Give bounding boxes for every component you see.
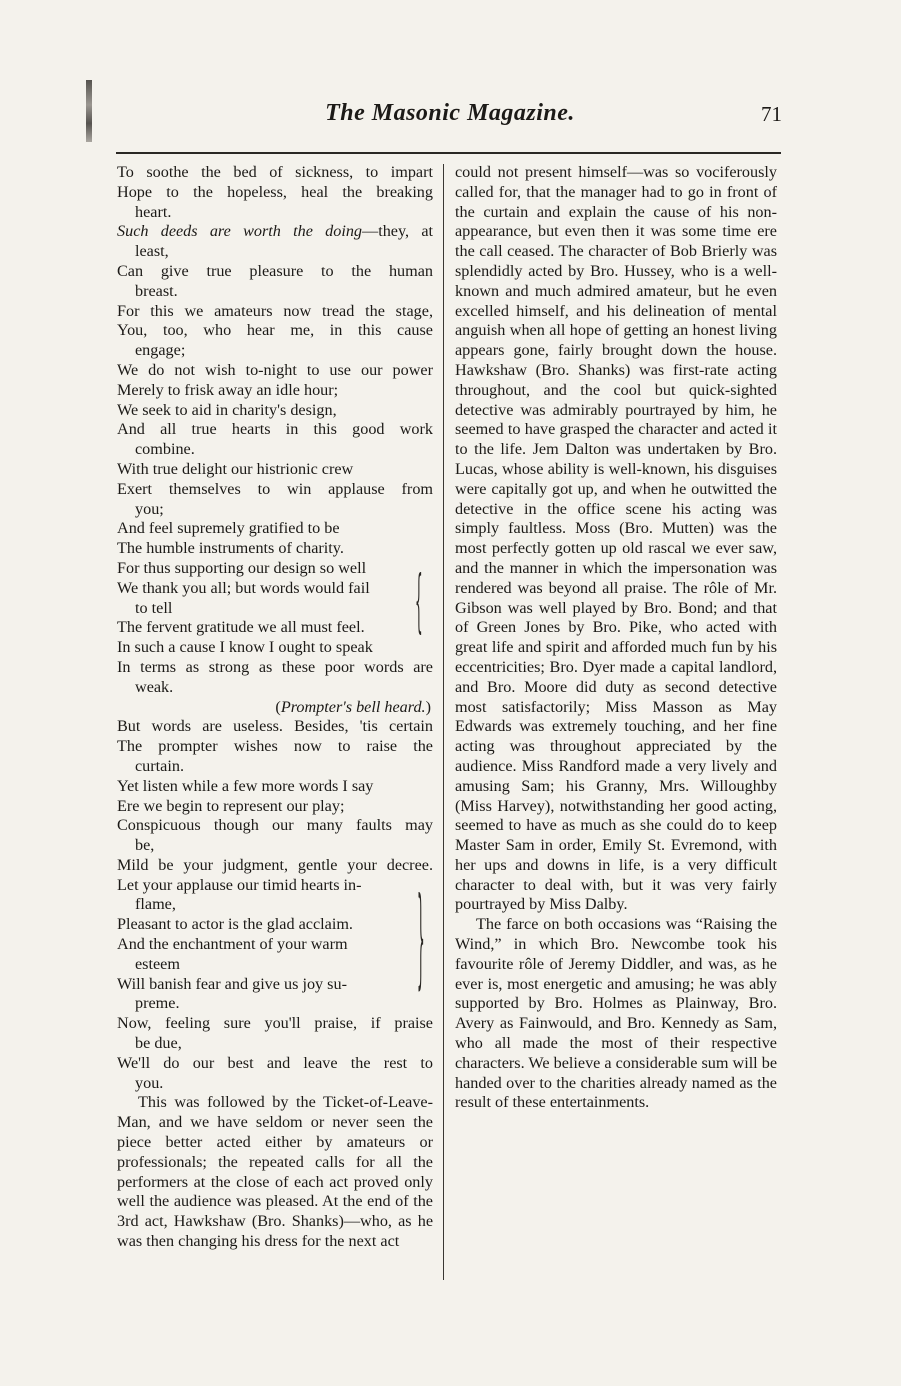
verse-continuation: curtain. [135, 756, 184, 775]
verse-continuation: esteem [135, 954, 180, 973]
article-paragraph: This was followed by the Ticket-of-Leave-Man, and we have seldom or never seen the piece better acted either by amateurs or professionals; the repeated calls for all the performers at the close of each act proved only well the audience was pleased. At the end of the 3rd act, Hawkshaw (Bro. Shanks)—who, as he was then changing his dress for the next act [117, 1093, 433, 1251]
right-column [455, 163, 777, 1113]
verse-line: Will banish fear and give us joy su- [117, 974, 347, 993]
verse-continuation: weak. [135, 677, 174, 696]
verse-line: In such a cause I know I ought to speak [117, 638, 373, 657]
verse-line: Hope to the hopeless, heal the breaking [117, 182, 433, 201]
verse-line: In terms as strong as these poor words are [117, 657, 433, 676]
verse-line: Conspicuous though our many faults may [117, 816, 433, 835]
verse-continuation: least, [135, 242, 169, 261]
running-title: The Masonic Magazine. [325, 100, 575, 126]
verse-continuation: be due, [135, 1034, 182, 1053]
verse-line: And the enchantment of your warm [117, 935, 348, 954]
emphasis-text: Such deeds are worth the doing [117, 222, 363, 241]
verse-line: We thank you all; but words would fail [117, 578, 370, 597]
verse-line-tail: —they, at [362, 222, 434, 241]
stage-direction [117, 698, 433, 718]
verse-line: For this we amateurs now tread the stage, [117, 301, 433, 320]
verse-line: Mild be your judgment, gentle your decree. [117, 855, 433, 874]
verse-brace: { [415, 559, 423, 641]
verse-continuation: breast. [135, 281, 178, 300]
verse-line: We seek to aid in charity's design, [117, 400, 337, 419]
verse-line: The fervent gratitude we all must feel. [117, 618, 365, 637]
verse-line: Ere we begin to represent our play; [117, 796, 345, 815]
left-column [117, 163, 433, 1252]
verse-continuation: engage; [135, 341, 186, 360]
verse-line: Can give true pleasure to the human [117, 261, 433, 280]
verse-continuation: combine. [135, 440, 195, 459]
verse-line: You, too, who hear me, in this cause [117, 321, 433, 340]
verse-line: For thus supporting our design so well [117, 558, 367, 577]
verse-continuation: you; [135, 499, 164, 518]
article-paragraph: The farce on both occasions was “Raising the Wind,” in which Bro. Newcombe took his favourite rôle of Jeremy Diddler, and was, as he ever is, most energetic and amusing; he was ably supported by Bro. Holmes as Plainway, Bro. Avery as Fainwould, and Bro. Kennedy as Sam, who all made the most of their respective characters. We believe a considerable sum will be handed over to the charities already named as the result of these entertainments. [455, 915, 778, 1112]
verse-line: But words are useless. Besides, 'tis certain [117, 717, 433, 736]
verse-continuation: to tell [135, 598, 173, 617]
verse-line: The prompter wishes now to raise the [117, 737, 433, 756]
verse-line [117, 222, 433, 242]
verse-continuation: flame, [135, 895, 176, 914]
verse-continuation: preme. [135, 994, 180, 1013]
verse-line: And feel supremely gratified to be [117, 519, 340, 538]
verse-line: Now, feeling sure you'll praise, if praise [117, 1014, 433, 1033]
verse-continuation: heart. [135, 202, 172, 221]
verse-line: We'll do our best and leave the rest to [117, 1053, 433, 1072]
verse-line: Yet listen while a few more words I say [117, 776, 374, 795]
page-edge-mark [86, 80, 92, 142]
verse-line: And all true hearts in this good work [117, 420, 433, 439]
page-number: 71 [761, 102, 782, 126]
verse-line: Exert themselves to win applause from [117, 479, 433, 498]
article-paragraph: could not present himself—was so vociferously called for, that the manager had to go in front of the curtain and explain the cause of his non-appearance, but even then it was some time ere the call ceased. The character of Bob Brierly was splendidly acted by Bro. Hussey, who is a well-known and much admired amateur, but he even excelled himself, and his delineation of mental anguish when all hope of getting an honest living appears gone, fairly brought down the house. Hawkshaw (Bro. Shanks) was first-rate acting throughout, and the cool but quick-sighted detective was admirably pourtrayed by him, he seemed to have grasped the character and acted it to the life. Jem Dalton was undertaken by Bro. Lucas, whose ability is well-known, his disguises were capitally got up, and when he outwitted the detective in the office scene his acting was simply faultless. Moss (Bro. Mutten) was the most perfectly gotten up old rascal we ever saw, and the manner in which the impersonation was rendered was beyond all praise. The rôle of Mr. Gibson was well played by Bro. Bond; and that of Green Jones by Bro. Pike, who acted with great life and spirit and afforded much fun by his eccentricities; Bro. Dyer made a capital landlord, and Bro. Moore did duty as second detective most satisfactorily; Miss Masson as May Edwards was extremely touching, and her fine acting was throughout appreciated by the audience. Miss Randford made a very lively and amusing Sam; his Granny, Mrs. Willoughby (Miss Harvey), notwithstanding her good acting, seemed to have as much as she could do to keep Master Sam in order, Emily St. Evremond, with her ups and downs in life, is a very difficult character to deal with, but it was very fairly pourtrayed by Miss Dalby. [455, 163, 777, 914]
verse-line: Pleasant to actor is the glad acclaim. [117, 915, 353, 934]
verse-line: We do not wish to-night to use our power [117, 360, 433, 379]
verse-line: Merely to frisk away an idle hour; [117, 380, 339, 399]
verse-line: Let your applause our timid hearts in- [117, 875, 362, 894]
header-rule [116, 152, 781, 154]
verse-continuation: you. [135, 1073, 164, 1092]
stage-direction-paren: ( [275, 697, 281, 716]
verse-continuation: be, [135, 836, 155, 855]
verse-brace: } [417, 871, 425, 1001]
verse-line: The humble instruments of charity. [117, 539, 344, 558]
column-divider [443, 164, 444, 1280]
stage-direction-paren: ) [425, 697, 431, 716]
stage-direction-text: Prompter's bell heard. [280, 697, 426, 716]
prologue-verse [117, 163, 433, 1093]
verse-line: With true delight our histrionic crew [117, 459, 354, 478]
verse-line: To soothe the bed of sickness, to impart [117, 163, 433, 181]
left-prose [117, 1093, 433, 1251]
page-header [118, 96, 782, 136]
